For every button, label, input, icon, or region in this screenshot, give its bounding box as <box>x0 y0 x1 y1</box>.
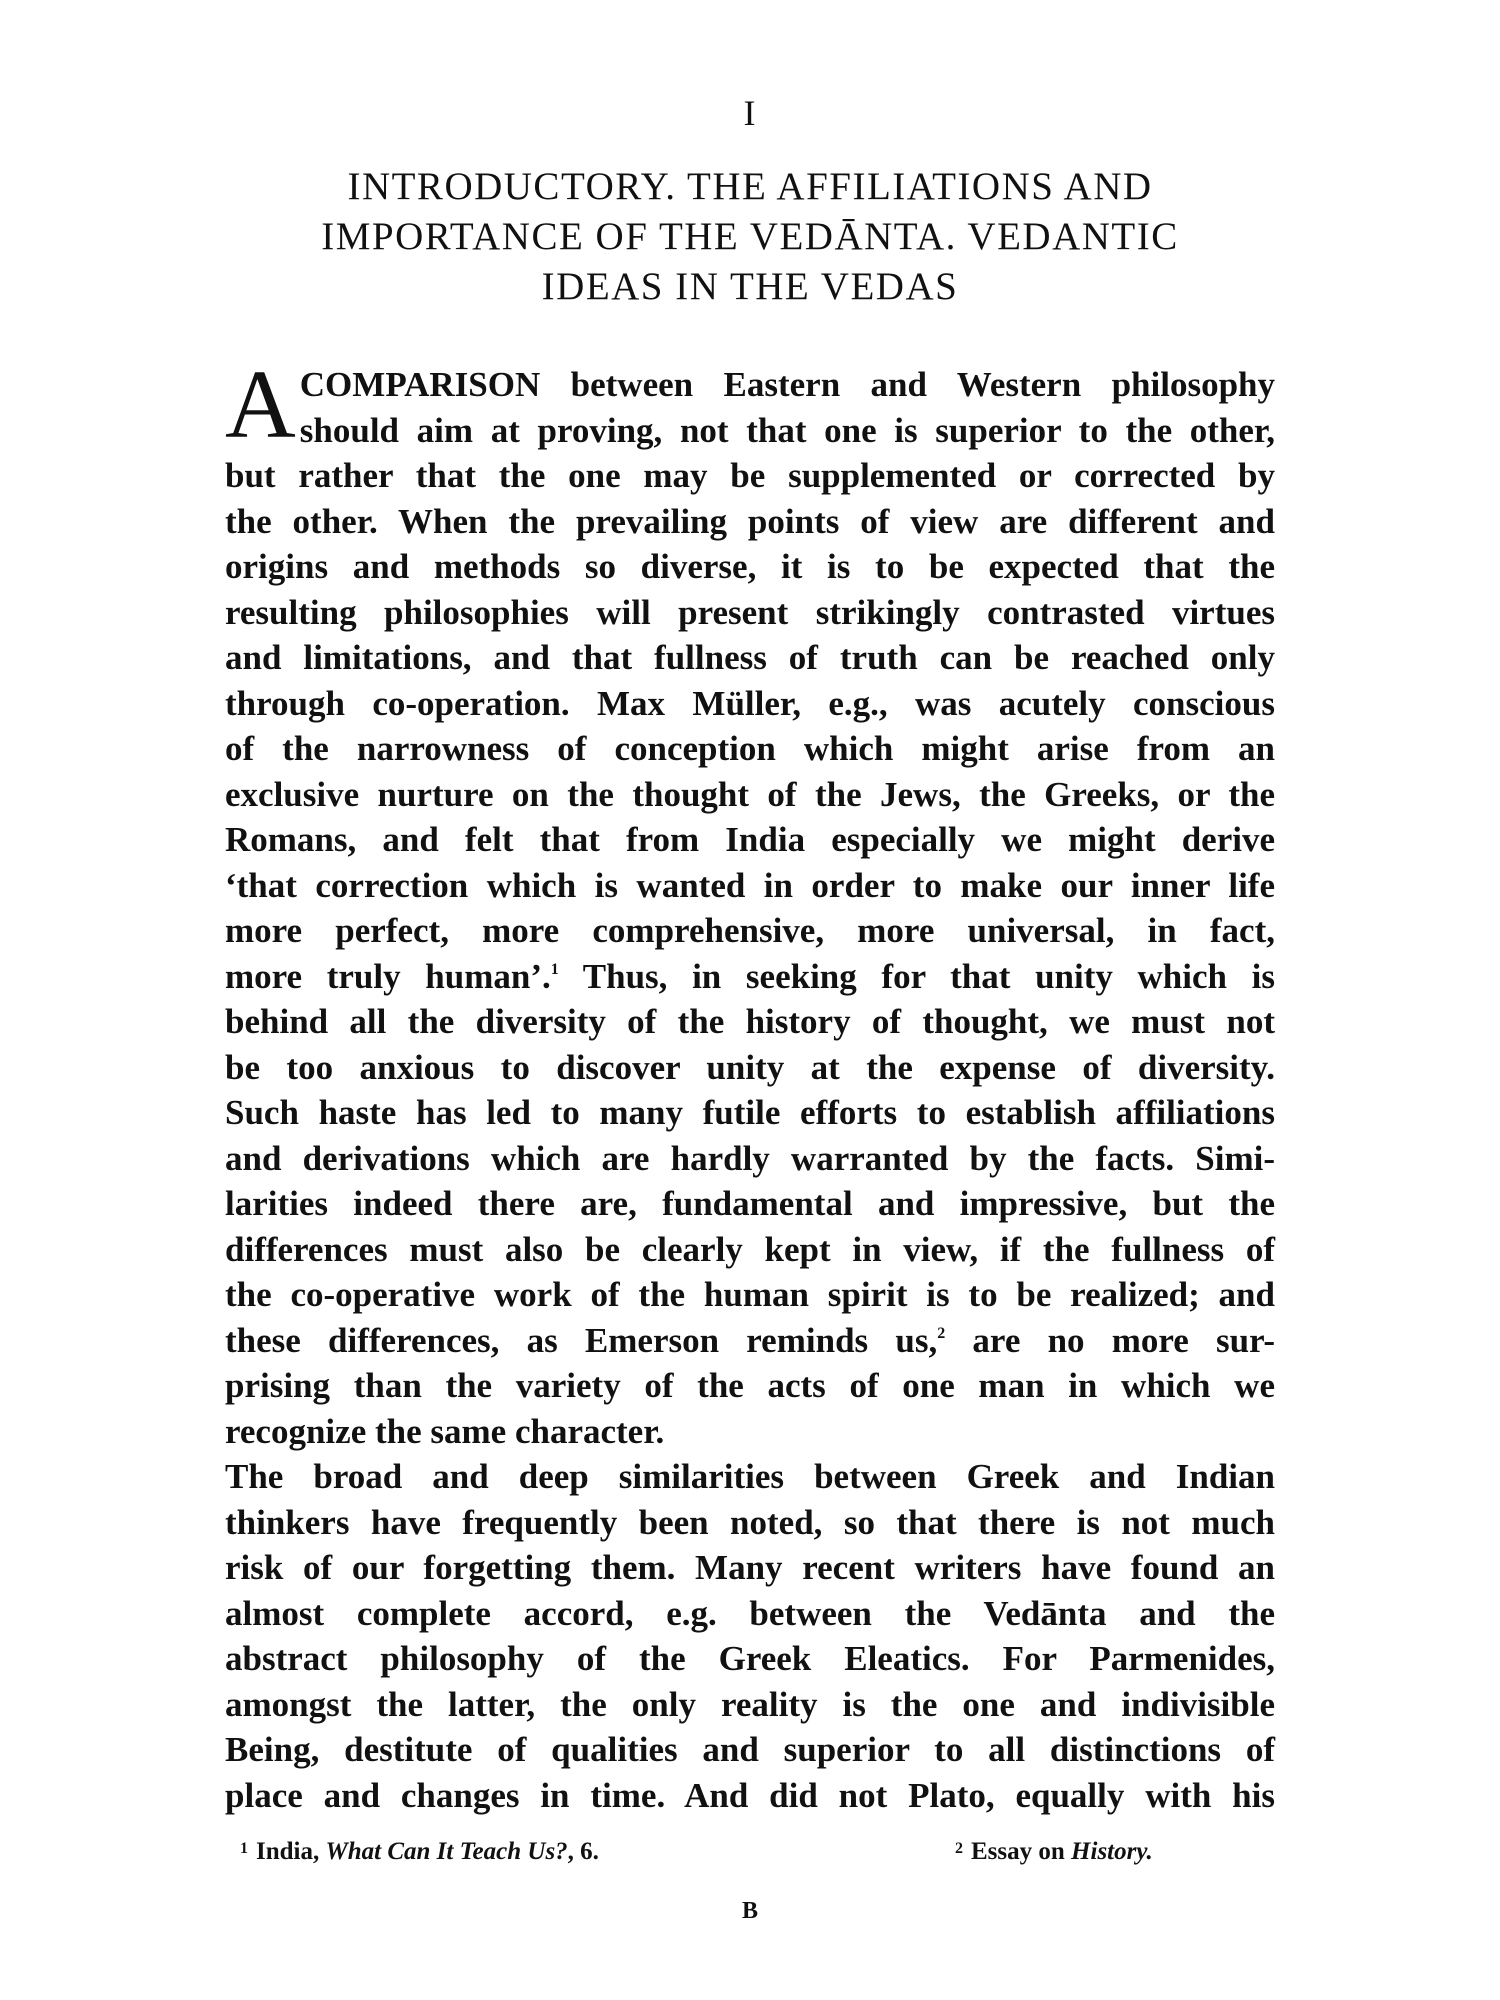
text-line: exclusive nurture on the thought of the Jews, the Greeks, or the <box>225 774 1275 814</box>
text-line: be too anxious to discover unity at the expense of diversity. <box>225 1047 1275 1087</box>
text-line: larities indeed there are, fundamental and impressive, but the <box>225 1184 1275 1223</box>
text-line: almost complete accord, e.g. between the Vedānta and the <box>225 1593 1275 1633</box>
text-line: behind all the diversity of the history of thought, we must not <box>225 1002 1275 1041</box>
chapter-title <box>250 162 1250 312</box>
text-line: resulting philosophies will present strikingly contrasted virtues <box>225 592 1275 632</box>
footnote-ref-2: 2 <box>937 1324 946 1342</box>
footnote-1 <box>240 1838 599 1866</box>
text-line: and limitations, and that fullness of truth can be reached only <box>225 638 1275 677</box>
footnote-text: , 6. <box>567 1838 599 1865</box>
chapter-title-line: IMPORTANCE OF THE VEDĀNTA. VEDANTIC <box>321 215 1179 258</box>
footnote-italic: What Can It Teach Us? <box>325 1838 568 1865</box>
text-fragment: these differences, as Emerson reminds us, <box>225 1320 938 1360</box>
text-line: prising than the variety of the acts of one man in which we <box>225 1366 1275 1405</box>
text-line: Such haste has led to many futile efforts to establish affiliations <box>225 1093 1275 1132</box>
text-line: through co-operation. Max Müller, e.g., was acutely conscious <box>225 683 1275 723</box>
text-line-with-footnote-ref <box>225 954 1275 1000</box>
text-line: ‘that correction which is wanted in order to make our inner life <box>225 865 1275 905</box>
text-line: should aim at proving, not that one is superior to the other, <box>299 410 1275 450</box>
text-fragment: more truly human’. <box>225 956 551 996</box>
footnote-text: India, <box>256 1838 320 1865</box>
text-fragment: Thus, in seeking for that unity which is <box>582 956 1275 996</box>
text-fragment: are no more sur- <box>972 1320 1276 1360</box>
footnote-mark: 2 <box>955 1840 963 1857</box>
signature-mark: B <box>741 1898 758 1924</box>
text-line: amongst the latter, the only reality is the one and indivisible <box>225 1684 1275 1724</box>
text-line: more perfect, more comprehensive, more universal, in fact, <box>225 911 1275 950</box>
chapter-title-line: IDEAS IN THE VEDAS <box>541 265 959 308</box>
chapter-title-line: INTRODUCTORY. THE AFFILIATIONS AND <box>347 165 1153 208</box>
text-line: the co-operative work of the human spirit is to be realized; and <box>225 1275 1275 1314</box>
text-line: recognize the same character. <box>225 1411 665 1451</box>
footnote-text: Essay on <box>971 1838 1065 1865</box>
text-line: COMPARISON between Eastern and Western philosophy <box>299 365 1275 404</box>
text-line: the other. When the prevailing points of view are different and <box>225 501 1275 541</box>
text-line: risk of our forgetting them. Many recent writers have found an <box>225 1548 1275 1587</box>
text-line: Being, destitute of qualities and superior to all distinctions of <box>225 1730 1275 1769</box>
footnote-2 <box>955 1838 1153 1866</box>
text-line: Romans, and felt that from India especially we might derive <box>225 820 1275 859</box>
text-line: place and changes in time. And did not Plato, equally with his <box>225 1775 1275 1815</box>
text-line: differences must also be clearly kept in view, if the fullness of <box>225 1229 1275 1269</box>
text-line: of the narrowness of conception which might arise from an <box>225 729 1275 768</box>
text-line: and derivations which are hardly warranted by the facts. Simi- <box>225 1138 1275 1178</box>
body-text <box>225 351 1276 1818</box>
paragraph-2 <box>225 1454 1275 1818</box>
text-line-with-footnote-ref <box>225 1318 1275 1364</box>
footnote-ref-1: 1 <box>550 960 559 978</box>
text-line: but rather that the one may be supplemented or corrected by <box>225 456 1275 495</box>
text-line: The broad and deep similarities between Greek and Indian <box>225 1457 1275 1496</box>
footnote-mark: 1 <box>240 1840 248 1857</box>
drop-cap: A <box>225 351 296 459</box>
chapter-number: I <box>743 93 757 133</box>
text-line: abstract philosophy of the Greek Eleatics. For Parmenides, <box>225 1639 1275 1678</box>
text-line: origins and methods so diverse, it is to be expected that the <box>225 547 1275 586</box>
paragraph-1 <box>225 351 1276 1454</box>
footnote-italic: History. <box>1071 1838 1153 1865</box>
text-line: thinkers have frequently been noted, so that there is not much <box>225 1502 1275 1542</box>
